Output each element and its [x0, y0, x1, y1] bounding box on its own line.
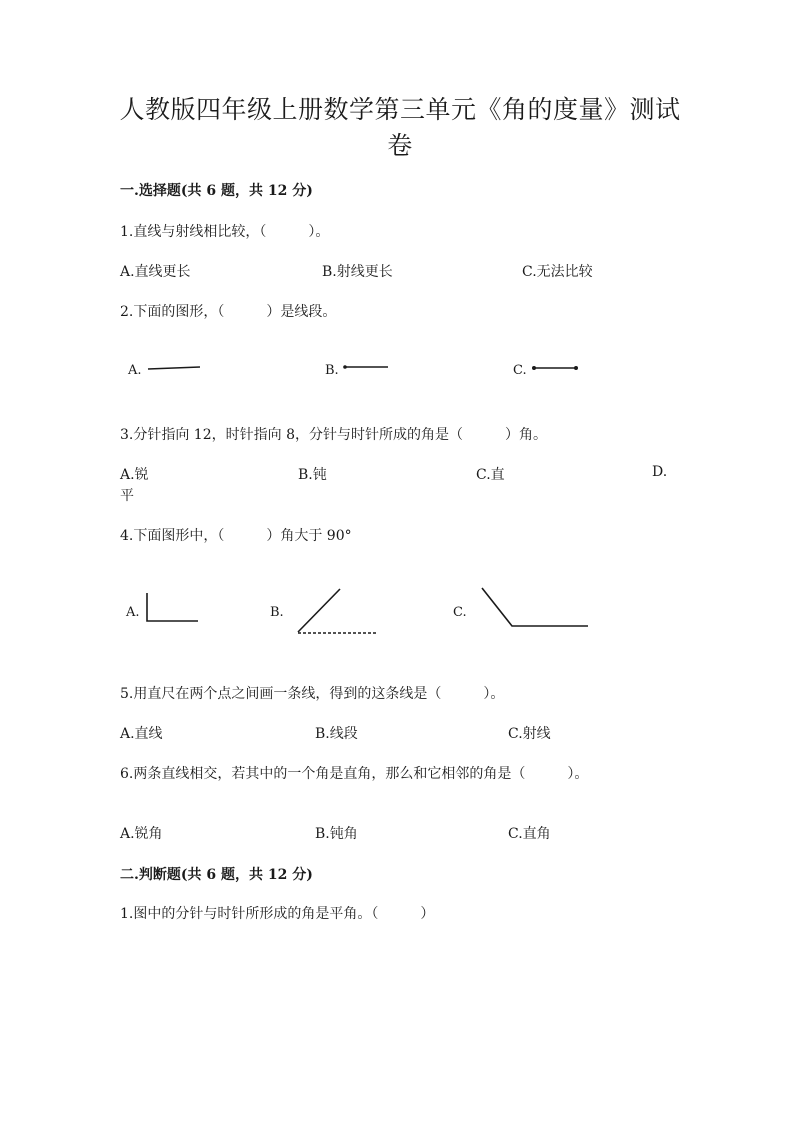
q4-acute-angle-arm	[298, 589, 340, 632]
q2-label-a: A.	[128, 363, 142, 378]
title-line-1: 人教版四年级上册数学第三单元《角的度量》测试	[119, 95, 681, 124]
judgement-1: 1.图中的分针与时针所形成的角是平角。（ ）	[120, 906, 435, 922]
question-5: 5.用直尺在两个点之间画一条线，得到的这条线是（ ）。	[120, 686, 505, 702]
q6-option-b: B.钝角	[315, 826, 358, 842]
question-1: 1.直线与射线相比较，（ ）。	[120, 224, 330, 240]
q5-option-b: B.线段	[315, 726, 358, 742]
question-2: 2.下面的图形，（ ）是线段。	[120, 304, 337, 320]
q6-option-a: A.锐角	[120, 826, 163, 842]
q4-figure-c	[453, 588, 588, 626]
question-4: 4.下面图形中，（ ）角大于 90°	[120, 528, 352, 544]
q3-option-d: D.	[652, 464, 668, 480]
q4-figures	[120, 580, 600, 644]
q3-option-b: B.钝	[298, 467, 327, 483]
section-2-heading: 二.判断题(共 6 题，共 12 分)	[120, 867, 313, 883]
q4-obtuse-angle	[482, 588, 588, 626]
question-3: 3.分针指向 12，时针指向 8，分针与时针所成的角是（ ）角。	[120, 427, 547, 443]
q1-option-c: C.无法比较	[522, 264, 593, 280]
q2-line-shape	[148, 367, 200, 369]
q1-option-b: B.射线更长	[322, 264, 393, 280]
q5-option-a: A.直线	[120, 726, 163, 742]
q2-figure-a	[127, 363, 200, 378]
q3-option-d-wrap: 平	[120, 488, 134, 504]
q2-figure-b	[325, 363, 388, 378]
q2-label-b: B.	[325, 363, 339, 378]
q4-figure-a	[125, 593, 198, 621]
q5-option-c: C.射线	[508, 726, 551, 742]
q3-option-c: C.直	[476, 467, 505, 483]
q4-label-b: B.	[270, 605, 284, 620]
q4-figure-b	[270, 589, 376, 633]
q4-label-c: C.	[453, 605, 467, 620]
question-6: 6.两条直线相交，若其中的一个角是直角，那么和它相邻的角是（ ）。	[120, 766, 589, 782]
q1-option-a: A.直线更长	[120, 264, 191, 280]
q3-option-a: A.锐	[120, 467, 149, 483]
title-line-2: 卷	[387, 131, 413, 160]
q6-option-c: C.直角	[508, 826, 551, 842]
document-title	[110, 92, 690, 164]
q2-figures	[120, 352, 600, 384]
q4-label-a: A.	[126, 605, 140, 620]
q2-label-c: C.	[513, 363, 527, 378]
q4-right-angle	[147, 593, 198, 621]
q2-segment-endpoint-right	[574, 366, 578, 370]
q2-figure-c	[513, 363, 578, 378]
q2-segment-endpoint-left	[532, 366, 536, 370]
section-1-heading: 一.选择题(共 6 题，共 12 分)	[120, 183, 313, 199]
